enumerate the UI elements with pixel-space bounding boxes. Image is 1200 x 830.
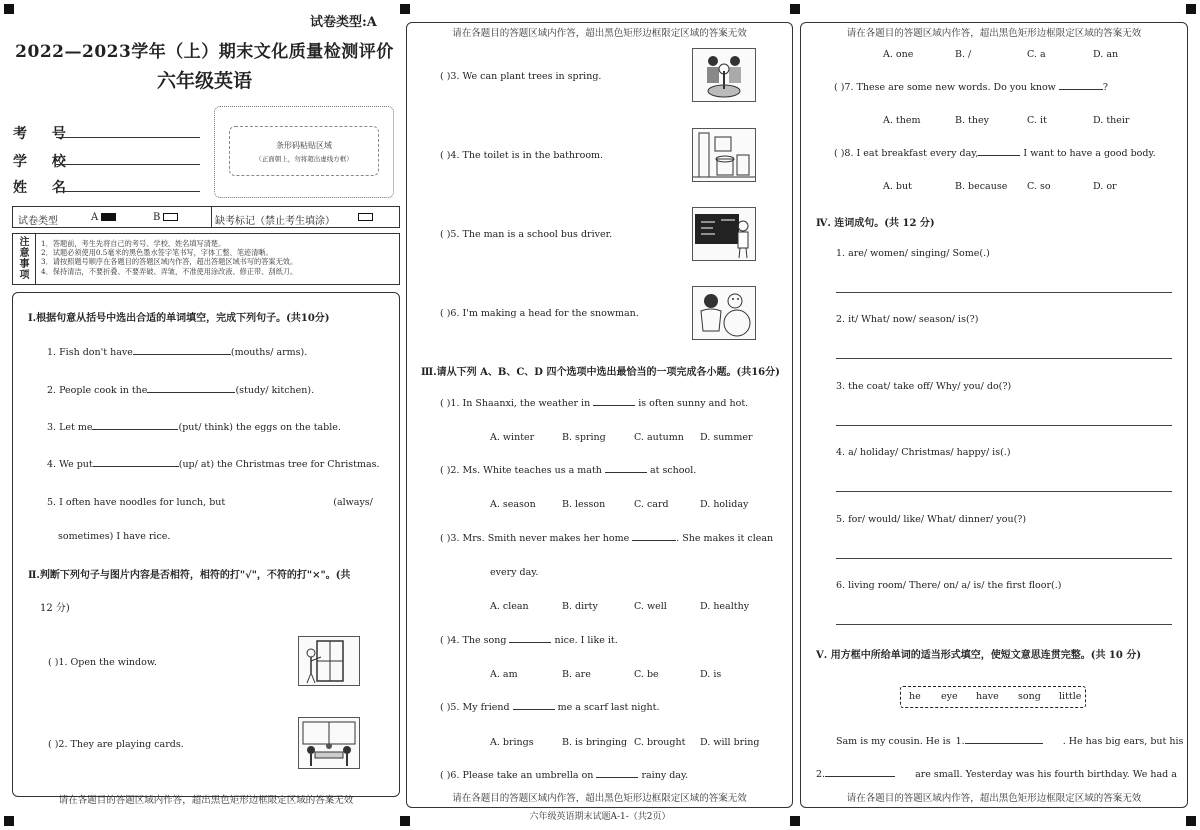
s3-q7-option-a[interactable]: A. them xyxy=(883,115,921,126)
type-b-label: B xyxy=(153,212,161,223)
s3-q8-option-a[interactable]: A. but xyxy=(883,181,912,192)
s1-item-5-cont: sometimes) I have rice. xyxy=(58,531,171,542)
school-field[interactable] xyxy=(56,164,200,165)
s3-q3-option-a[interactable]: A. clean xyxy=(490,601,529,612)
s3-q6-option-c[interactable]: C. a xyxy=(1027,49,1046,60)
s3-q5: ( )5. My friend me a scarf last night. xyxy=(440,702,660,713)
s3-q7-option-d[interactable]: D. their xyxy=(1093,115,1130,126)
section-4-title: Ⅳ. 连词成句。(共 12 分) xyxy=(816,218,935,229)
s3-q8: ( )8. I eat breakfast every day, I want to have a good body. xyxy=(834,148,1156,159)
s3-q2-option-b[interactable]: B. lesson xyxy=(562,499,606,510)
barcode-inner-box xyxy=(229,126,379,176)
section-5-title: Ⅴ. 用方框中所给单词的适当形式填空，使短文意思连贯完整。(共 10 分) xyxy=(816,650,1142,661)
s1-blank-4[interactable] xyxy=(93,466,179,467)
s2-item-3: ( )3. We can plant trees in spring. xyxy=(440,71,602,82)
s3-q5-option-a[interactable]: A. brings xyxy=(490,737,534,748)
s3-q2: ( )2. Ms. White teaches us a math at school. xyxy=(440,465,697,476)
s3-q6-option-a[interactable]: A. one xyxy=(883,49,914,60)
word-box-word: eye xyxy=(941,691,958,702)
s1-item-2: 2. People cook in the (study/ kitchen). xyxy=(47,385,315,396)
s5-line-2: 2. are small. Yesterday was his fourth birthday. We had a xyxy=(816,769,1177,780)
s3-q5-option-c[interactable]: C. brought xyxy=(634,737,686,748)
s3-q6-blank[interactable] xyxy=(596,777,638,778)
s2-item-1: ( )1. Open the window. xyxy=(48,657,157,668)
name-label: 姓 名 xyxy=(13,180,76,196)
s3-q8-option-c[interactable]: C. so xyxy=(1027,181,1051,192)
barcode-title: 条形码粘贴区域 xyxy=(276,141,332,150)
s3-q3: ( )3. Mrs. Smith never makes her home . She makes it clean xyxy=(440,533,774,544)
teacher-picture xyxy=(692,207,756,261)
s3-q7-blank[interactable] xyxy=(1059,89,1103,90)
word-box-word: he xyxy=(909,691,921,702)
divider xyxy=(211,207,212,227)
s3-q8-option-b[interactable]: B. because xyxy=(955,181,1008,192)
s1-blank-3[interactable] xyxy=(92,429,178,430)
notice-item: 4．保持清洁，不要折叠、不要弄破、弄皱，不准使用涂改液、修正带、刮纸刀。 xyxy=(41,266,298,276)
name-field[interactable] xyxy=(56,191,200,192)
s3-q1-option-a[interactable]: A. winter xyxy=(490,432,535,443)
s5-blank-1[interactable] xyxy=(965,743,1043,744)
exam-number-field[interactable] xyxy=(56,137,200,138)
window-picture xyxy=(298,636,360,686)
area-notice-footer-middle: 请在各题目的答题区域内作答，超出黑色矩形边框限定区域的答案无效 xyxy=(452,793,747,804)
s4-answer-line-6[interactable] xyxy=(836,624,1172,625)
area-notice-footer-right: 请在各题目的答题区域内作答，超出黑色矩形边框限定区域的答案无效 xyxy=(846,793,1142,804)
s3-q5-option-d[interactable]: D. will bring xyxy=(700,737,760,748)
s4-item-4: 4. a/ holiday/ Christmas/ happy/ is(.) xyxy=(836,447,1011,458)
s3-q5-option-b[interactable]: B. is bringing xyxy=(562,737,628,748)
s2-item-2: ( )2. They are playing cards. xyxy=(48,739,184,750)
s3-q2-option-d[interactable]: D. holiday xyxy=(700,499,749,510)
s3-q8-blank[interactable] xyxy=(978,155,1020,156)
type-a-box[interactable] xyxy=(101,213,116,221)
s4-item-5: 5. for/ would/ like/ What/ dinner/ you(?) xyxy=(836,514,1027,525)
s3-q1-option-d[interactable]: D. summer xyxy=(700,432,753,443)
s3-q1: ( )1. In Shaanxi, the weather in is often sunny and hot. xyxy=(440,398,749,409)
s3-q6-option-d[interactable]: D. an xyxy=(1093,49,1119,60)
paper-type-row xyxy=(12,206,400,228)
s1-item-4: 4. We put (up/ at) the Christmas tree for Christmas. xyxy=(47,459,380,470)
s3-q2-option-c[interactable]: C. card xyxy=(634,499,669,510)
s3-q5-blank[interactable] xyxy=(513,709,555,710)
s1-item-1: 1. Fish don't have (mouths/ arms). xyxy=(47,347,308,358)
s4-item-2: 2. it/ What/ now/ season/ is(?) xyxy=(836,314,979,325)
s3-q3-option-c[interactable]: C. well xyxy=(634,601,667,612)
section-2-title-cont: 12 分) xyxy=(40,603,70,614)
paper-type-label: 试卷类型 xyxy=(18,216,58,227)
registration-mark xyxy=(4,4,14,14)
word-box-word: song xyxy=(1018,691,1041,702)
s3-q6-option-b[interactable]: B. / xyxy=(955,49,972,60)
registration-mark xyxy=(1186,4,1196,14)
s4-item-3: 3. the coat/ take off/ Why/ you/ do(?) xyxy=(836,381,1012,392)
registration-mark xyxy=(400,4,410,14)
absent-mark-label: 缺考标记（禁止考生填涂） xyxy=(215,216,335,227)
snowman-picture xyxy=(692,286,756,340)
s3-q3-option-b[interactable]: B. dirty xyxy=(562,601,598,612)
barcode-note: （正面朝上，勿将超出虚线方框） xyxy=(255,155,353,163)
registration-mark xyxy=(790,4,800,14)
s3-q6: ( )6. Please take an umbrella on rainy day. xyxy=(440,770,689,781)
s4-item-1: 1. are/ women/ singing/ Some(.) xyxy=(836,248,990,259)
s3-q4-option-a[interactable]: A. am xyxy=(490,669,518,680)
s1-item-5: 5. I often have noodles for lunch, but (always/ xyxy=(47,497,373,508)
s3-q2-option-a[interactable]: A. season xyxy=(490,499,536,510)
s3-q3-option-d[interactable]: D. healthy xyxy=(700,601,750,612)
s4-answer-line-5[interactable] xyxy=(836,558,1172,559)
school-label: 学 校 xyxy=(13,154,76,170)
s4-answer-line-4[interactable] xyxy=(836,491,1172,492)
s3-q7-option-b[interactable]: B. they xyxy=(955,115,989,126)
s5-blank-2[interactable] xyxy=(825,776,895,777)
s3-q1-blank[interactable] xyxy=(593,405,635,406)
s1-item-3: 3. Let me (put/ think) the eggs on the table. xyxy=(47,422,341,433)
notice-item: 3．请按照题号顺序在各题目的答题区域内作答，超出答题区域书写的答案无效。 xyxy=(41,257,298,267)
section-3-title: Ⅲ.请从下列 A、B、C、D 四个选项中选出最恰当的一项完成各小题。(共16分) xyxy=(421,367,780,378)
s3-q4-blank[interactable] xyxy=(509,642,551,643)
s3-q8-option-d[interactable]: D. or xyxy=(1093,181,1117,192)
exam-title: 2022—2023学年（上）期末文化质量检测评价 xyxy=(15,42,394,62)
s3-q3-blank[interactable] xyxy=(632,540,676,541)
s3-q7-option-c[interactable]: C. it xyxy=(1027,115,1047,126)
s2-item-6: ( )6. I'm making a head for the snowman. xyxy=(440,308,639,319)
notice-box xyxy=(12,233,400,285)
bathroom-picture xyxy=(692,128,756,182)
exam-number-label: 考 号 xyxy=(13,126,76,142)
s4-answer-line-2[interactable] xyxy=(836,358,1172,359)
absent-mark-box[interactable] xyxy=(358,213,373,221)
section-2-title: Ⅱ.判断下列句子与图片内容是否相符，相符的打"√"，不符的打"×"。(共 xyxy=(28,570,351,581)
word-box-word: little xyxy=(1059,691,1082,702)
s3-q2-blank[interactable] xyxy=(605,472,647,473)
s3-q4: ( )4. The song nice. I like it. xyxy=(440,635,618,646)
s2-item-4: ( )4. The toilet is in the bathroom. xyxy=(440,150,604,161)
notice-label: 注意事项 xyxy=(19,237,30,281)
section-1-title: Ⅰ.根据句意从括号中选出合适的单词填空，完成下列句子。(共10分) xyxy=(28,313,330,324)
s1-blank-1[interactable] xyxy=(133,354,231,355)
s3-q1-option-b[interactable]: B. spring xyxy=(562,432,606,443)
area-notice-header-right: 请在各题目的答题区域内作答，超出黑色矩形边框限定区域的答案无效 xyxy=(846,28,1142,39)
s1-blank-2[interactable] xyxy=(147,392,235,393)
s4-item-6: 6. living room/ There/ on/ a/ is/ the first floor(.) xyxy=(836,580,1062,591)
s3-q4-option-d[interactable]: D. is xyxy=(700,669,722,680)
s3-q3-cont: every day. xyxy=(490,567,539,578)
type-b-box[interactable] xyxy=(163,213,178,221)
s3-q1-option-c[interactable]: C. autumn xyxy=(634,432,684,443)
type-a-label: A xyxy=(91,212,99,223)
s2-item-5: ( )5. The man is a school bus driver. xyxy=(440,229,613,240)
s3-q4-option-b[interactable]: B. are xyxy=(562,669,591,680)
s3-q7: ( )7. These are some new words. Do you know ? xyxy=(834,82,1108,93)
barcode-area[interactable] xyxy=(214,106,394,198)
area-notice-header-middle: 请在各题目的答题区域内作答，超出黑色矩形边框限定区域的答案无效 xyxy=(452,28,747,39)
playing-cards-picture xyxy=(298,717,360,769)
exam-type: 试卷类型:A xyxy=(310,15,377,30)
divider xyxy=(35,234,36,284)
area-notice-footer-left: 请在各题目的答题区域内作答，超出黑色矩形边框限定区域的答案无效 xyxy=(58,795,354,806)
notice-item: 2．试题必须使用0.5毫米的黑色墨水签字笔书写，字体工整、笔迹清晰。 xyxy=(41,248,273,258)
s4-answer-line-1[interactable] xyxy=(836,292,1172,293)
word-box-word: have xyxy=(976,691,999,702)
subject-title: 六年级英语 xyxy=(156,70,252,92)
word-box xyxy=(900,686,1086,708)
s3-q4-option-c[interactable]: C. be xyxy=(634,669,659,680)
s5-line-1: Sam is my cousin. He is 1. . He has big ears, but his xyxy=(836,736,1184,747)
plant-trees-picture xyxy=(692,48,756,102)
notice-item: 1．答题前，考生先将自己的考号、学校、姓名填写清楚。 xyxy=(41,239,226,248)
page-footer: 六年级英语期末试题A-1-（共2页） xyxy=(529,812,671,822)
s4-answer-line-3[interactable] xyxy=(836,425,1172,426)
